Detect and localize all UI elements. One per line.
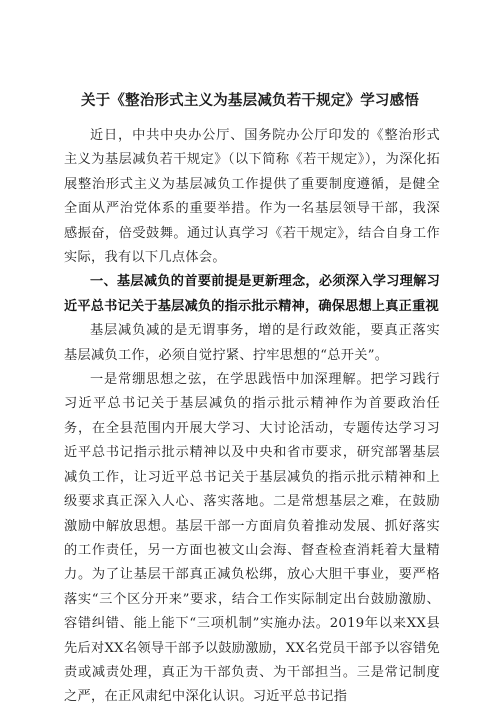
document-body <box>64 124 440 710</box>
document-title: 关于《整治形式主义为基层减负若干规定》学习感悟 <box>80 93 420 109</box>
body-paragraph: 一是常绷思想之弦，在学思践悟中加深理解。把学习践行习近平总书记关于基层减负的指示批示精神作为首要政治任务，在全县范围内开展大学习、大讨论活动，专题传达学习习近平总书记指示批示精神以及中央和省市要求，研究部署基层减负工作，让习近平总书记关于基层减负的指示批示精神和上级要求真正深入人心、落实落地。二是常想基层之难，在鼓励激励中解放思想。基层干部一方面肩负着推动发展、抓好落实的工作责任，另一方面也被文山会海、督查检查消耗着大量精力。为了让基层干部真正减负松绑，放心大胆干事业，要严格落实“三个区分开来”要求，结合工作实际制定出台鼓励激励、容错纠错、能上能下“三项机制”实施办法。2019年以来XX县先后对XX名领导干部予以鼓励激励，XX名党员干部予以容错免责或减责处理，真正为干部负责、为干部担当。三是常记制度之严，在正风肃纪中深化认识。习近平总书记指 <box>64 372 440 705</box>
section-heading-1: 一、基层减负的首要前提是更新理念，必须深入学习理解习近平总书记关于基层减负的指示批示精神，确保思想上真正重视 <box>64 274 440 314</box>
body-paragraph: 基层减负减的是无谓事务，增的是行政效能，要真正落实基层减负工作，必须自觉拧紧、拧牢思想的“总开关”。 <box>64 323 440 363</box>
intro-paragraph: 近日，中共中央办公厅、国务院办公厅印发的《整治形式主义为基层减负若干规定》（以下简称《若干规定》），为深化拓展整治形式主义为基层减负工作提供了重要制度遵循，是健全全面从严治党体系的重要举措。作为一名基层领导干部，我深感振奋，倍受鼓舞。通过认真学习《若干规定》，结合自身工作实际，我有以下几点体会。 <box>64 128 440 266</box>
